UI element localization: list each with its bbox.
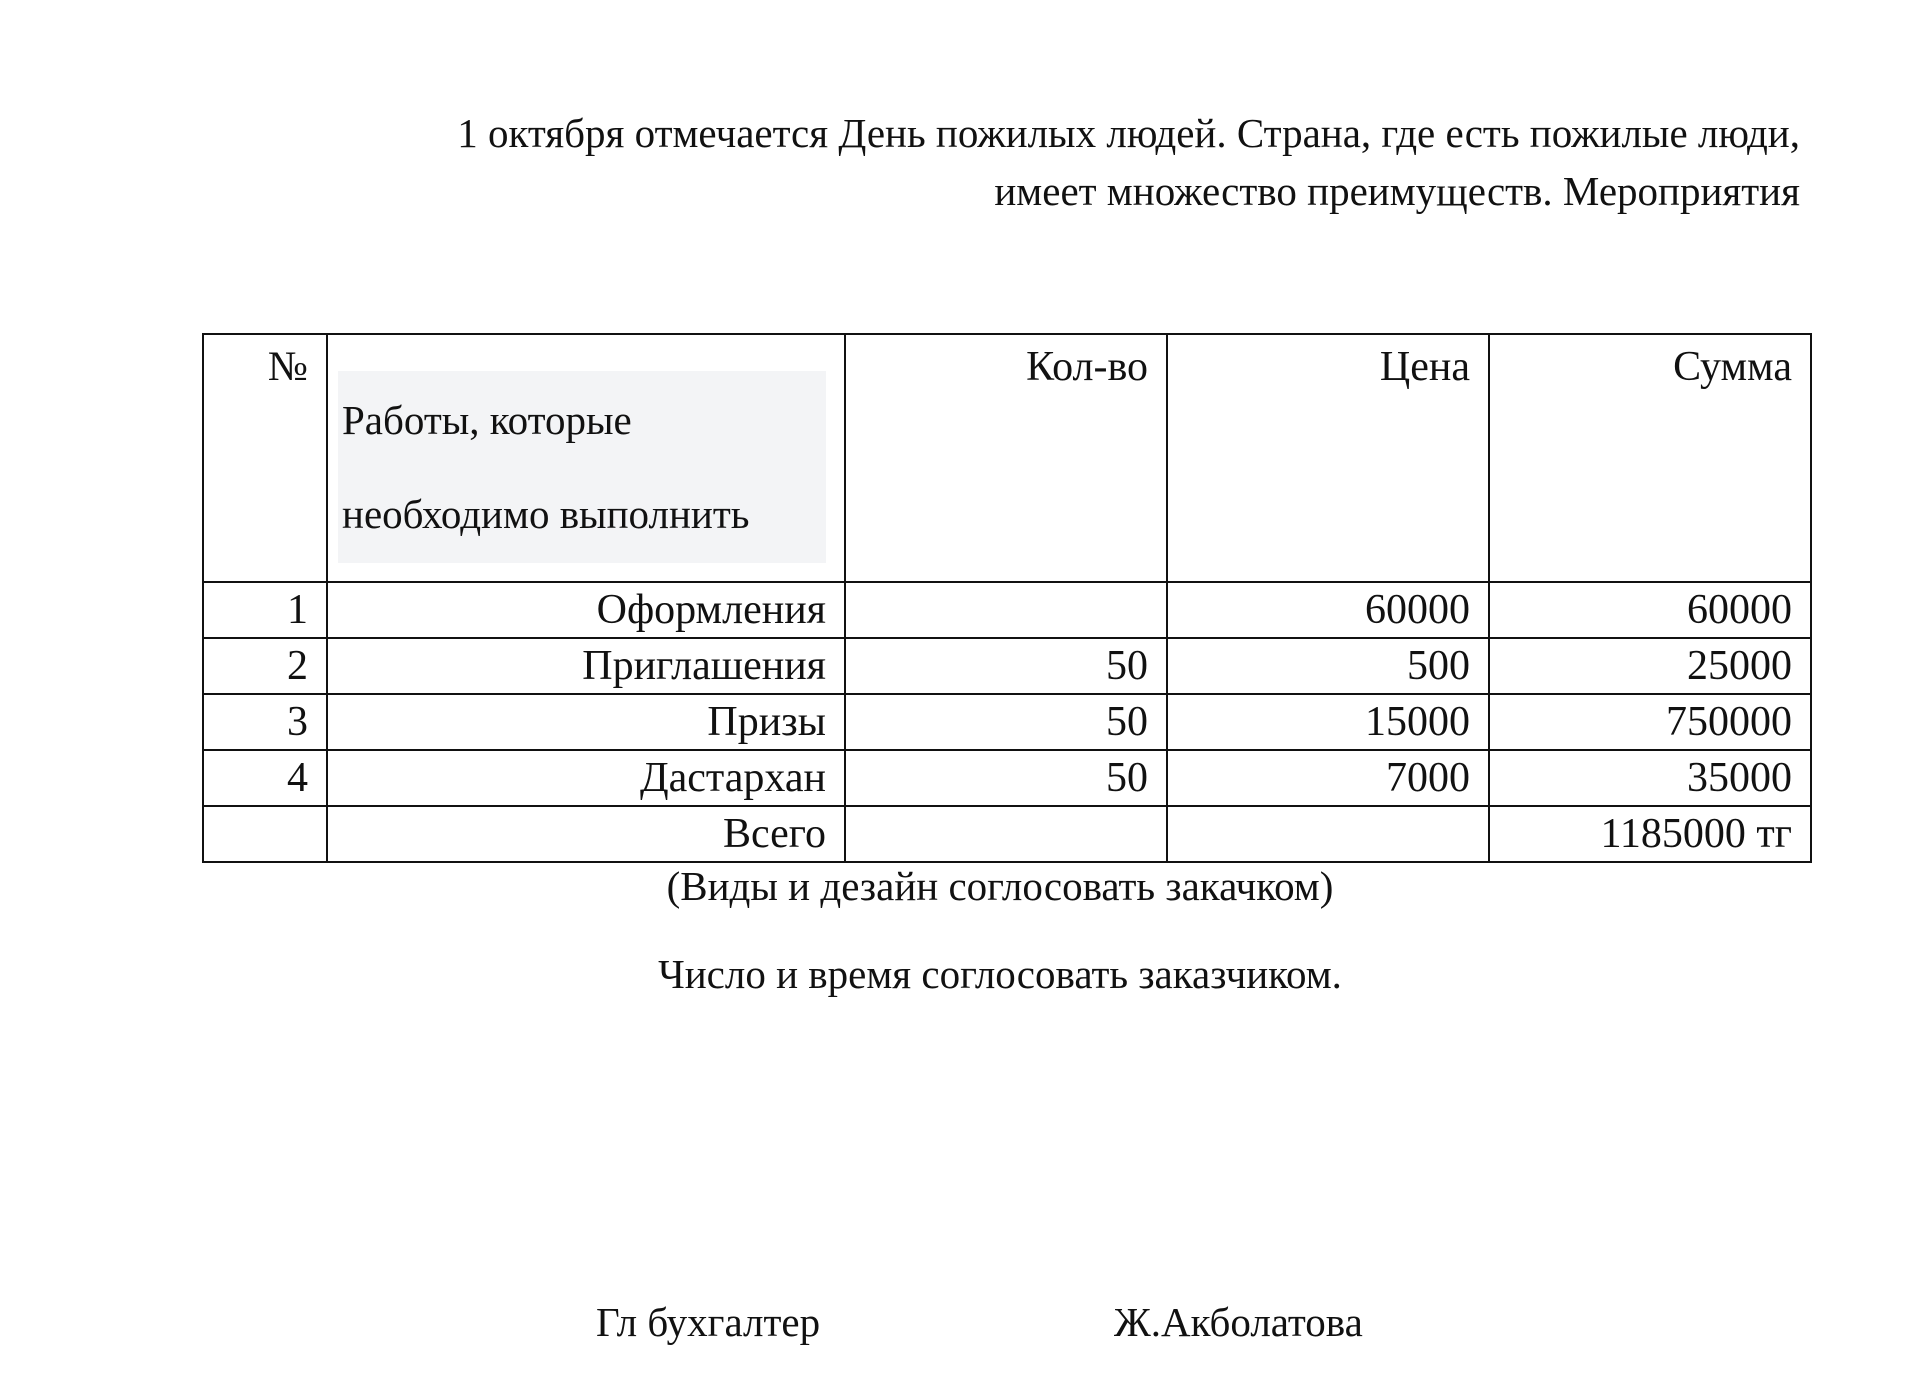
cell-sum: 25000 <box>1489 638 1811 694</box>
total-sum: 1185000 тг <box>1489 806 1811 862</box>
header-sum: Сумма <box>1489 334 1811 582</box>
cell-num: 1 <box>203 582 327 638</box>
cell-price: 15000 <box>1167 694 1489 750</box>
header-price: Цена <box>1167 334 1489 582</box>
date-time-note: Число и время соглосовать заказчиком. <box>658 951 1342 997</box>
cell-price: 500 <box>1167 638 1489 694</box>
header-work-label <box>338 371 826 563</box>
cell-price: 60000 <box>1167 582 1489 638</box>
table-row <box>203 582 1811 638</box>
cell-work: Приглашения <box>327 638 845 694</box>
cell-sum: 750000 <box>1489 694 1811 750</box>
cell-work: Призы <box>327 694 845 750</box>
estimate-table <box>202 333 1812 863</box>
cell-work: Дастархан <box>327 750 845 806</box>
cell-sum: 60000 <box>1489 582 1811 638</box>
cell-work: Оформления <box>327 582 845 638</box>
design-note: (Виды и дезайн соглосовать закачком) <box>666 863 1334 909</box>
header-work-line-2: необходимо выполнить <box>342 491 750 537</box>
cell-num: 2 <box>203 638 327 694</box>
cell-num: 4 <box>203 750 327 806</box>
cell-price: 7000 <box>1167 750 1489 806</box>
header-qty: Кол-во <box>845 334 1167 582</box>
intro-line-1: 1 октября отмечается День пожилых людей. Страна, где есть пожилые люди, <box>457 110 1800 156</box>
intro-paragraph <box>200 104 1800 220</box>
signature-name: Ж.Акболатова <box>1114 1299 1363 1345</box>
intro-line-2: имеет множество преимуществ. Мероприятия <box>994 168 1800 214</box>
header-work-line-1: Работы, которые <box>342 397 632 443</box>
table-header-row <box>203 334 1811 582</box>
total-label: Всего <box>327 806 845 862</box>
header-work <box>327 334 845 582</box>
cell-num: 3 <box>203 694 327 750</box>
signature-title: Гл бухгалтер <box>596 1299 821 1345</box>
table-row <box>203 694 1811 750</box>
table-total-row <box>203 806 1811 862</box>
cell-qty: 50 <box>845 638 1167 694</box>
cell-qty: 50 <box>845 750 1167 806</box>
cell-price <box>1167 806 1489 862</box>
cell-qty: 50 <box>845 694 1167 750</box>
cell-qty <box>845 806 1167 862</box>
header-num: № <box>203 334 327 582</box>
cell-sum: 35000 <box>1489 750 1811 806</box>
cell-num <box>203 806 327 862</box>
cell-qty <box>845 582 1167 638</box>
table-row <box>203 638 1811 694</box>
table-row <box>203 750 1811 806</box>
